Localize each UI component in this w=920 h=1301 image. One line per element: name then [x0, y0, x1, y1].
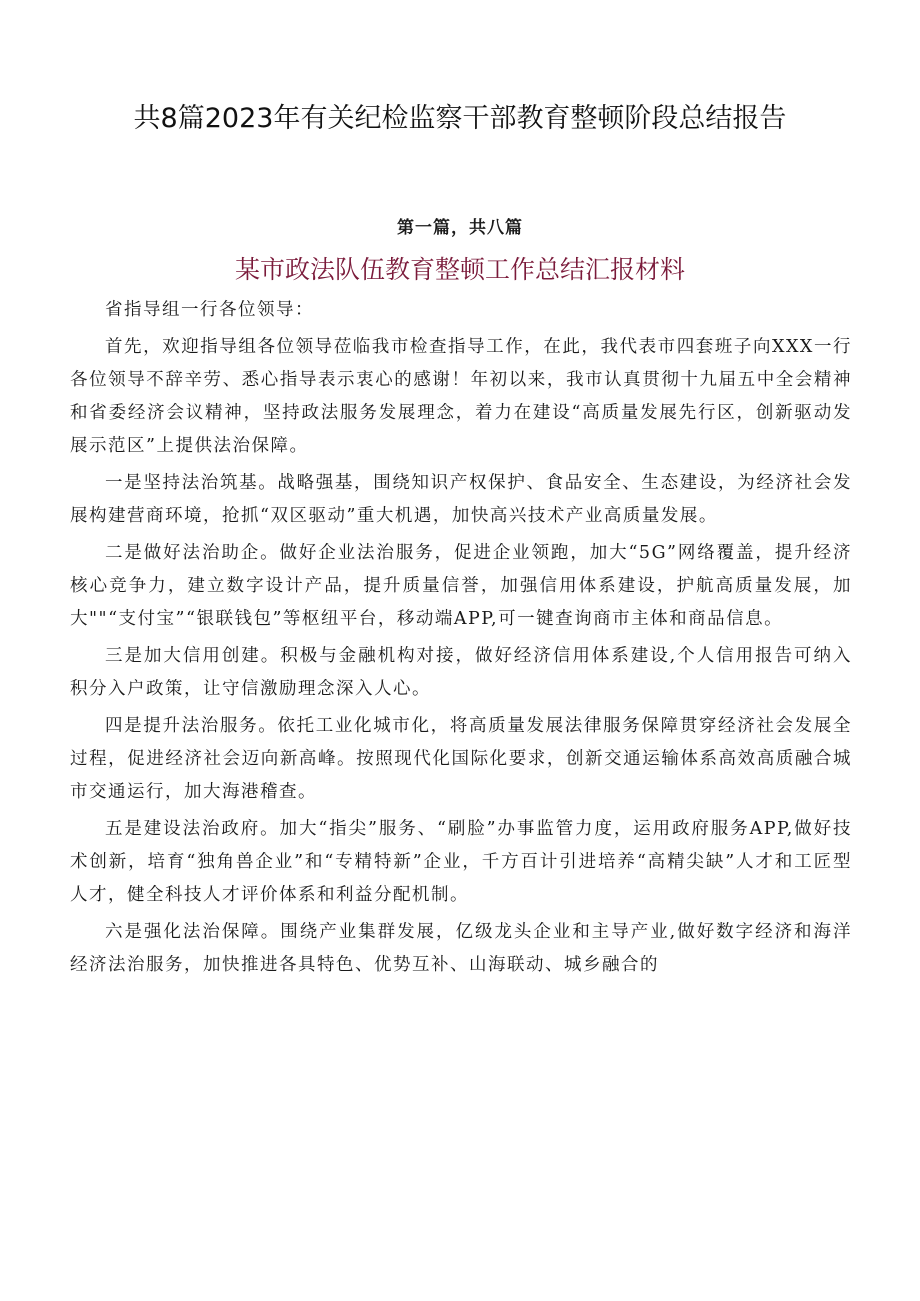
document-body	[70, 294, 852, 986]
paragraph-point-3: 三是加大信用创建。积极与金融机构对接，做好经济信用体系建设,个人信用报告可纳入积分入户政策，让守信激励理念深入人心。	[70, 646, 852, 699]
paragraph-point-4: 四是提升法治服务。依托工业化城市化，将高质量发展法律服务保障贯穿经济社会发展全过程，促进经济社会迈向新高峰。按照现代化国际化要求，创新交通运输体系高效高质融合城市交通运行，加大海港稽查。	[70, 716, 852, 802]
document-title: 共8篇2023年有关纪检监察干部教育整顿阶段总结报告	[133, 103, 787, 134]
paragraph-point-2: 二是做好法治助企。做好企业法治服务，促进企业领跑，加大“5G”网络覆盖，提升经济核心竞争力，建立数字设计产品，提升质量信誉，加强信用体系建设，护航高质量发展，加大""“支付宝”“银联钱包”等枢纽平台，移动端APP,可一键查询商市主体和商品信息。	[70, 543, 852, 629]
paragraph-point-5: 五是建设法治政府。加大“指尖”服务、“刷脸”办事监管力度，运用政府服务APP,做好技术创新，培育“独角兽企业”和“专精特新”企业，千方百计引进培养“高精尖缺”人才和工匠型人才，健全科技人才评价体系和利益分配机制。	[70, 819, 852, 905]
paragraph-point-6: 六是强化法治保障。围绕产业集群发展，亿级龙头企业和主导产业,做好数字经济和海洋经济法治服务，加快推进各具特色、优势互补、山海联动、城乡融合的	[70, 922, 852, 975]
paragraph-salutation: 省指导组一行各位领导：	[105, 300, 314, 320]
section-title: 某市政法队伍教育整顿工作总结汇报材料	[234, 255, 685, 284]
paragraph-point-1: 一是坚持法治筑基。战略强基，围绕知识产权保护、食品安全、生态建设，为经济社会发展构建营商环境，抢抓“双区驱动”重大机遇，加快高兴技术产业高质量发展。	[70, 473, 852, 526]
paragraph-intro: 首先，欢迎指导组各位领导莅临我市检查指导工作，在此，我代表市四套班子向XXX一行各位领导不辞辛劳、悉心指导表示衷心的感谢！年初以来，我市认真贯彻十九届五中全会精神和省委经济会议精神，坚持政法服务发展理念，着力在建设“高质量发展先行区，创新驱动发展示范区”上提供法治保障。	[70, 337, 852, 456]
section-label: 第一篇，共八篇	[397, 218, 523, 238]
